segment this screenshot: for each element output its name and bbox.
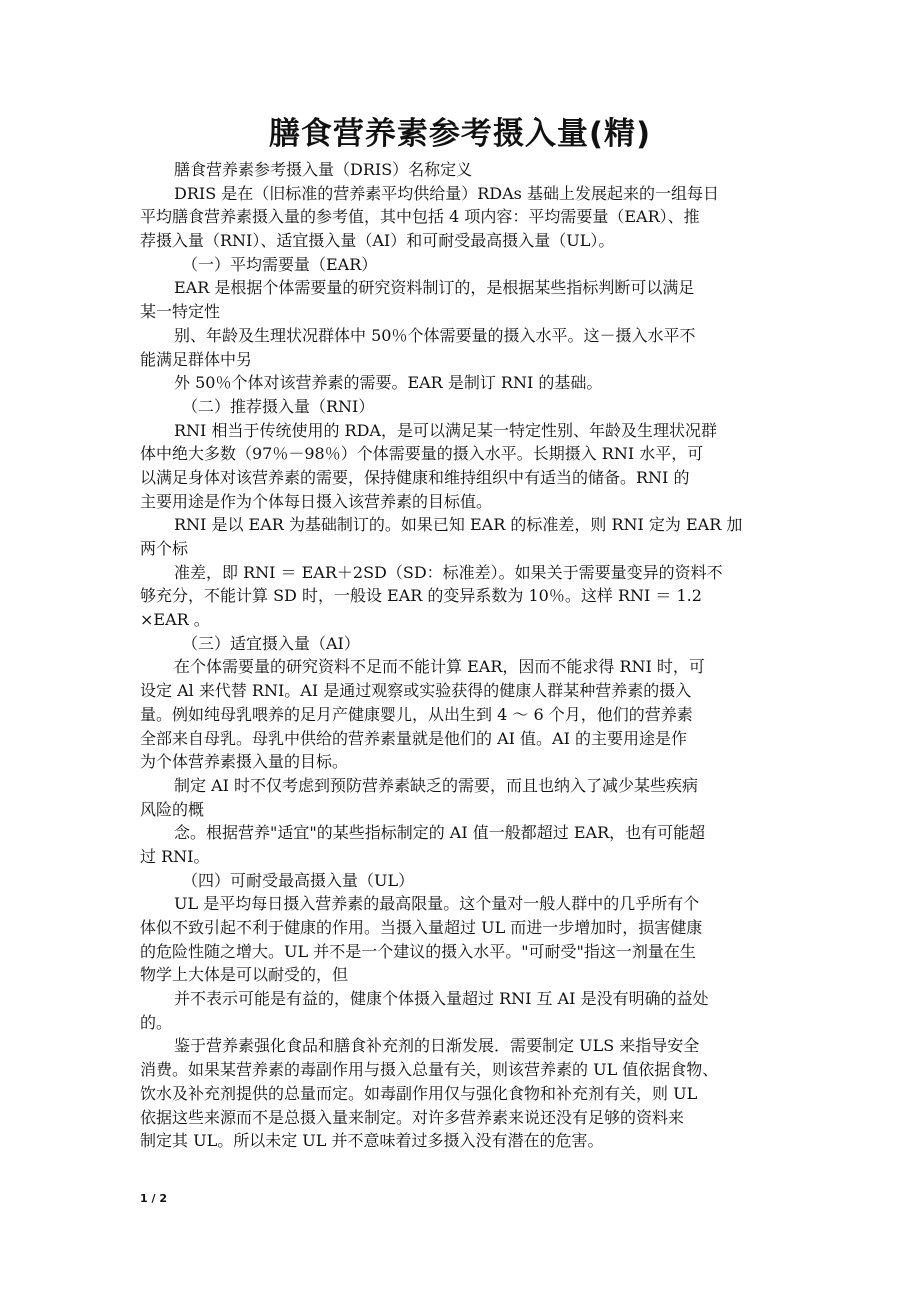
text-line: 某一特定性 bbox=[140, 302, 221, 322]
text-line: 膳食营养素参考摄入量（DRIS）名称定义 bbox=[174, 160, 473, 179]
text-line: 鉴于营养素强化食品和膳食补充剂的日渐发展．需要制定 ULS 来指导安全 bbox=[174, 1036, 700, 1056]
text-line: UL 是平均每日摄入营养素的最高限量。这个量对一般人群中的几乎所有个 bbox=[174, 894, 700, 914]
text-line: ×EAR 。 bbox=[140, 610, 210, 630]
text-line: 风险的概 bbox=[140, 799, 205, 819]
text-line: 能满足群体中另 bbox=[140, 349, 253, 369]
text-line: 两个标 bbox=[140, 539, 189, 558]
text-line: 外 50％个体对该营养素的需要。EAR 是制订 RNI 的基础。 bbox=[174, 373, 603, 393]
text-line: 量。例如纯母乳喂养的足月产健康婴儿，从出生到 4 ～ 6 个月，他们的营养素 bbox=[140, 704, 693, 724]
section-heading: （四）可耐受最高摄入量（UL） bbox=[182, 870, 415, 890]
text-line: 设定 Al 来代替 RNI。AI 是通过观察或实验获得的健康人群某种营养素的摄入 bbox=[140, 681, 692, 701]
text-line: 的危险性随之增大。UL 并不是一个建议的摄入水平。"可耐受"指这一剂量在生 bbox=[140, 941, 696, 961]
text-line: 饮水及补充剂提供的总量而定。如毒副作用仅与强化食物和补充剂有关，则 UL bbox=[140, 1083, 698, 1103]
text-line: 别、年龄及生理状况群体中 50％个体需要量的摄入水平。这－摄入水平不 bbox=[174, 325, 696, 345]
text-line: 制定 AI 时不仅考虑到预防营养素缺乏的需要，而且也纳入了减少某些疾病 bbox=[174, 775, 699, 795]
text-line: 体中绝大多数（97％－98％）个体需要量的摄入水平。长期摄入 RNI 水平，可 bbox=[140, 444, 704, 464]
text-line: 够充分，不能计算 SD 时，一般设 EAR 的变异系数为 10％。这样 RNI ＝ 1.2 bbox=[140, 586, 702, 606]
text-line: 物学上大体是可以耐受的，但 bbox=[140, 965, 349, 985]
document-title: 膳食营养素参考摄入量(精) bbox=[268, 116, 652, 152]
text-line: RNI 相当于传统使用的 RDA，是可以满足某一特定性别、年龄及生理状况群 bbox=[174, 420, 717, 440]
text-line: 体似不致引起不利于健康的作用。当摄入量超过 UL 而进一步增加时，损害健康 bbox=[140, 918, 703, 937]
text-line: 依据这些来源而不是总摄入量来制定。对许多营养素来说还没有足够的资料来 bbox=[140, 1107, 685, 1127]
text-line: 准差，即 RNI ＝ EAR＋2SD（SD：标准差）。如果关于需要量变异的资料不 bbox=[174, 562, 723, 582]
text-line: RNI 是以 EAR 为基础制订的。如果已知 EAR 的标准差，则 RNI 定为 EAR 加 bbox=[174, 515, 743, 535]
text-line: EAR 是根据个体需要量的研究资料制订的，是根据某些指标判断可以满足 bbox=[174, 278, 695, 298]
document-body bbox=[140, 158, 790, 1153]
text-line: 主要用途是作为个体每日摄入该营养素的目标值。 bbox=[140, 491, 493, 511]
text-line: 念。根据营养"适宜"的某些指标制定的 AI 值一般都超过 EAR，也有可能超 bbox=[174, 823, 706, 843]
text-line: 制定其 UL。所以未定 UL 并不意味着过多摄入没有潜在的危害。 bbox=[140, 1131, 604, 1151]
text-line: 为个体营养素摄入量的目标。 bbox=[140, 752, 349, 772]
text-line: 平均膳食营养素摄入量的参考值，其中包括 4 项内容：平均需要量（EAR）、推 bbox=[140, 207, 700, 227]
text-line: 全部来自母乳。母乳中供给的营养素量就是他们的 AI 值。AI 的主要用途是作 bbox=[140, 728, 688, 748]
section-heading: （三）适宜摄入量（AI） bbox=[182, 633, 360, 653]
page-indicator: 1 / 2 bbox=[140, 1192, 167, 1205]
text-line: 的。 bbox=[140, 1012, 173, 1032]
text-line: 以满足身体对该营养素的需要，保持健康和维持组织中有适当的储备。RNI 的 bbox=[140, 467, 690, 487]
text-line: 过 RNI。 bbox=[140, 846, 210, 866]
text-line: 消费。如果某营养素的毒副作用与摄入总量有关，则该营养素的 UL 值依据食物、 bbox=[140, 1060, 719, 1080]
text-line: 荐摄入量（RNI）、适宜摄入量（AI）和可耐受最高摄入量（UL）。 bbox=[140, 231, 615, 251]
text-line: DRIS 是在（旧标准的营养素平均供给量）RDAs 基础上发展起来的一组每日 bbox=[174, 183, 719, 203]
section-heading: （一）平均需要量（EAR） bbox=[182, 254, 378, 274]
text-line: 在个体需要量的研究资料不足而不能计算 EAR，因而不能求得 RNI 时，可 bbox=[174, 657, 705, 677]
text-line: 并不表示可能是有益的，健康个体摄入量超过 RNI 互 AI 是没有明确的益处 bbox=[174, 989, 709, 1009]
section-heading: （二）推荐摄入量（RNI） bbox=[182, 396, 375, 416]
